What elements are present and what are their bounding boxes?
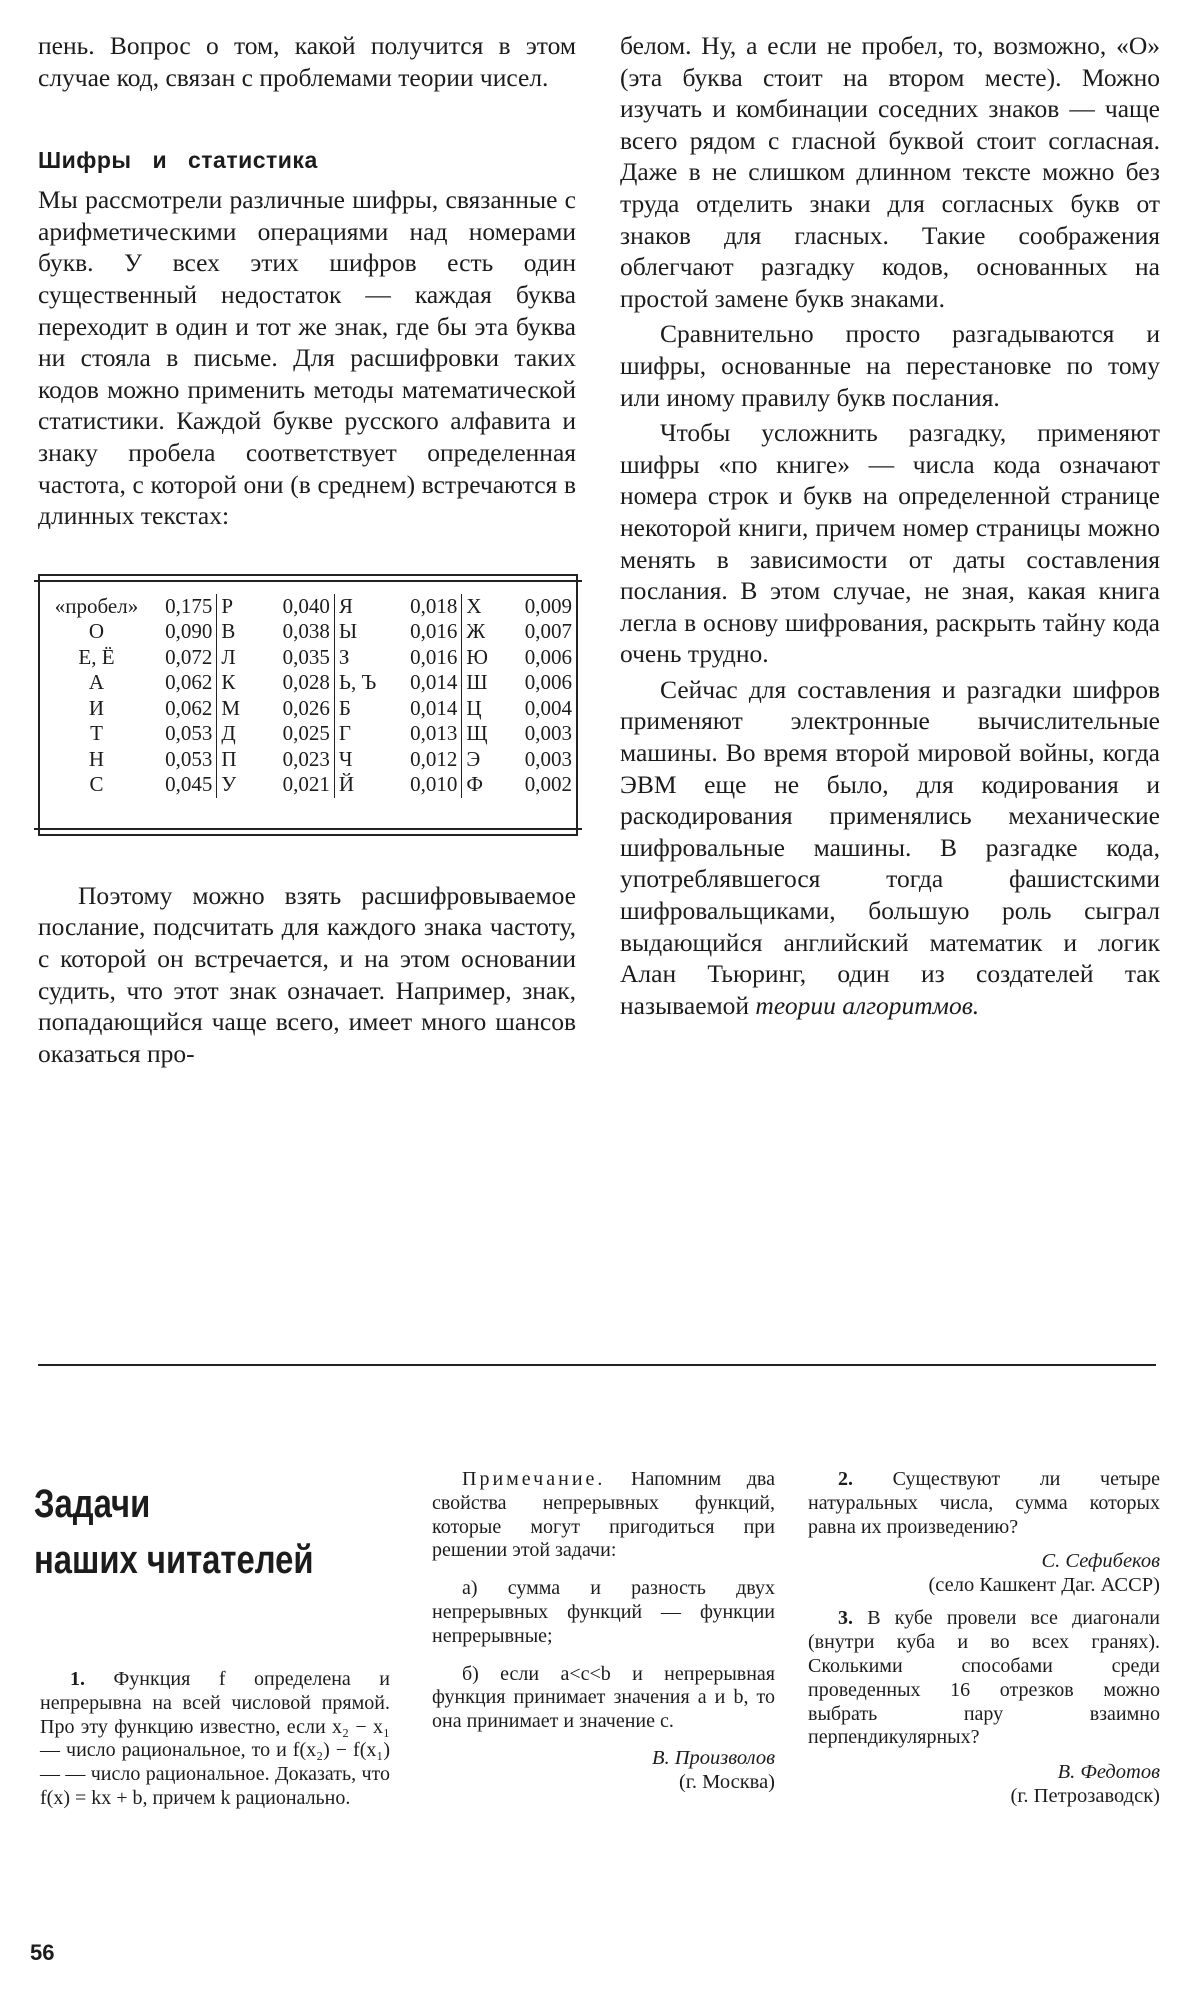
frequency-letter: Ж	[466, 619, 486, 644]
algorithm-theory-term: теории алгоритмов.	[755, 990, 980, 1020]
frequency-letter: Ш	[466, 670, 488, 695]
frequency-row	[44, 670, 212, 696]
frequency-letter: Ь, Ъ	[338, 670, 377, 695]
frequency-letter: К	[221, 670, 236, 695]
frequency-row	[221, 594, 330, 620]
rubric-line-2: наших читателей	[34, 1538, 314, 1582]
frequency-letter: И	[88, 695, 105, 720]
frequency-letter: Й	[338, 772, 355, 797]
frequency-row	[339, 619, 458, 645]
frequency-value: 0,018	[410, 593, 458, 618]
problem-2-number: 2.	[838, 1468, 853, 1490]
frequency-letter: Г	[338, 721, 352, 746]
problem-1-number: 1.	[70, 1668, 85, 1690]
paragraph-ciphers: Мы рассмотрели различные шифры, связанные с арифметическими операциями над номерами букв. У всех этих шифров есть один существенный недостаток — каждая буква переходит в один и тот же знак, где бы эта буква ни стояла в письме. Для расшифровки таких кодов можно применить методы математической статистики. Каждой букве русского алфавита и знаку пробела соответствует определенная частота, с которой они (в среднем) встречаются в длинных текстах:	[38, 185, 576, 531]
frequency-value: 0,062	[165, 670, 213, 695]
problem-3-text	[808, 1607, 1160, 1750]
frequency-value: 0,090	[165, 619, 213, 644]
problem-3-number: 3.	[838, 1607, 853, 1630]
page-number: 56	[30, 1940, 55, 1965]
problem-2-body: Существуют ли четыре натуральных числа, сумма которых равна их произведению?	[808, 1468, 1160, 1538]
frequency-value: 0,028	[282, 670, 330, 695]
frequency-row	[339, 594, 458, 620]
note-author: В. Произволов	[651, 1746, 775, 1769]
frequency-row	[221, 772, 330, 798]
frequency-letter: Х	[466, 593, 482, 618]
frequency-letter: Б	[338, 695, 351, 720]
paragraph-decoding: Поэтому можно взять расшифровываемое послание, подсчитать для каждого знака частоту, с которой он встречается, и на этом основании судить, что этот знак означает. Например, знак, попадающийся чаще всего, имеет много шансов оказаться про-	[38, 880, 576, 1068]
paragraph-permutation: Сравнительно просто разгадываются и шифры, основанные на перестановке по тому или иному правилу букв послания.	[620, 319, 1160, 412]
paragraph-computers-text: Сейчас для составления и разгадки шифров применяют электронные вычислительные машины. Во время второй мировой войны, когда ЭВМ еще не было, для кодирования и раскодирования применялись механические шифровальные машины. В разгадке кода, употреблявшегося тогда фашистскими шифровальщиками, большую роль сыграл выдающийся английский математик и логик Алан Тьюринг, один из создателей так называемой	[620, 674, 1160, 1020]
frequency-value: 0,040	[282, 593, 330, 618]
problem-1	[40, 1668, 390, 1811]
frequency-letter: С	[89, 772, 104, 797]
frequency-column-1	[40, 594, 216, 798]
frequency-value: 0,053	[165, 721, 213, 746]
frequency-value: 0,021	[282, 772, 330, 797]
note-intro	[432, 1468, 775, 1563]
frequency-letter: Л	[221, 644, 236, 669]
frequency-value: 0,006	[524, 670, 572, 695]
frequency-value: 0,013	[410, 721, 458, 746]
frequency-value: 0,010	[410, 772, 458, 797]
frequency-letter: Ц	[466, 695, 482, 720]
frequency-letter: Я	[338, 593, 353, 618]
right-column	[620, 30, 1160, 1021]
frequency-value: 0,023	[282, 746, 330, 771]
frequency-value: 0,016	[410, 644, 458, 669]
frequency-row	[466, 645, 572, 671]
frequency-column-4	[461, 594, 576, 798]
frequency-letter: О	[88, 619, 105, 644]
frequency-column-2	[216, 594, 334, 798]
frequency-value: 0,175	[165, 593, 213, 618]
frequency-letter: А	[88, 670, 105, 695]
frequency-row	[44, 645, 212, 671]
frequency-value: 0,026	[282, 695, 330, 720]
frequency-letter: У	[221, 772, 237, 797]
frequency-row	[44, 619, 212, 645]
problem-3-author: В. Федотов	[1057, 1761, 1160, 1784]
frequency-row	[221, 670, 330, 696]
frequency-value: 0,012	[410, 746, 458, 771]
frequency-letter: Э	[466, 746, 481, 771]
frequency-row	[44, 594, 212, 620]
frequency-row	[339, 645, 458, 671]
section-heading	[38, 147, 576, 174]
frequency-row	[466, 594, 572, 620]
frequency-row	[221, 619, 330, 645]
problem-2-place: (село Кашкент Даг. АССР)	[928, 1574, 1160, 1597]
note-place: (г. Москва)	[678, 1770, 775, 1793]
frequency-row	[339, 696, 458, 722]
frequency-row	[339, 721, 458, 747]
frequency-row	[44, 772, 212, 798]
frequency-table	[38, 574, 578, 836]
problem-1-body: Функция f определена и непрерывна на всей числовой прямой. Про эту функцию известно, если x₂ − x₁ — число рациональное, то и f(x₂) − f(x₁) — — число рациональное. Доказать, что f(x) = kx + b, причем k рационально.	[40, 1668, 390, 1809]
frequency-row	[466, 696, 572, 722]
paragraph-book-cipher: Чтобы усложнить разгадку, применяют шифры «по книге» — числа кода означают номера строк и букв на определенной странице некоторой книги, причем номер страницы можно менять в зависимости от даты составления послания. В этом случае, не зная, какая книга легла в основу шифрования, раскрыть тайну кода очень трудно.	[620, 418, 1160, 669]
frequency-value: 0,002	[524, 772, 572, 797]
frequency-row	[466, 670, 572, 696]
frequency-letter: П	[221, 746, 237, 771]
frequency-letter: Щ	[466, 721, 488, 746]
frequency-row	[339, 747, 458, 773]
frequency-value: 0,006	[524, 644, 572, 669]
frequency-row	[466, 747, 572, 773]
frequency-row	[221, 696, 330, 722]
frequency-value: 0,035	[282, 644, 330, 669]
problem-2-author: С. Сефибеков	[1041, 1550, 1160, 1573]
frequency-row	[339, 670, 458, 696]
problem-2-text	[808, 1468, 1160, 1539]
frequency-letter: М	[221, 695, 241, 720]
frequency-letter: Ч	[338, 746, 353, 771]
frequency-letter: Н	[88, 746, 105, 771]
frequency-value: 0,014	[410, 695, 458, 720]
frequency-row	[221, 645, 330, 671]
frequency-letter: Ф	[466, 772, 484, 797]
frequency-value: 0,045	[165, 772, 213, 797]
frequency-value: 0,016	[410, 619, 458, 644]
note-item-b: б) если a<c<b и непрерывная функция принимает значения a и b, то она принимает и значение c.	[432, 1662, 775, 1733]
frequency-value: 0,009	[524, 593, 572, 618]
frequency-value: 0,003	[524, 746, 572, 771]
frequency-letter: Ы	[338, 619, 358, 644]
rubric-title	[34, 1476, 329, 1588]
frequency-letter: Р	[221, 593, 234, 618]
frequency-row	[44, 721, 212, 747]
paragraph-computers	[620, 674, 1160, 1022]
frequency-row	[221, 721, 330, 747]
left-column	[38, 30, 576, 1069]
note-label: Примечание.	[462, 1468, 606, 1490]
frequency-value: 0,004	[524, 695, 572, 720]
frequency-letter: Д	[221, 721, 236, 746]
paragraph-continuation-right: белом. Ну, а если не пробел, то, возможно, «О» (эта буква стоит на втором месте). Можно изучать и комбинации соседних знаков — чаще всего рядом с гласной буквой стоит согласная. Даже в не слишком длинном тексте можно без труда отделить знаки для согласных букв от знаков для гласных. Такие соображения облегчают разгадку кодов, основанных на простой замене букв знаками.	[620, 31, 1160, 313]
frequency-column-3	[334, 594, 462, 798]
frequency-value: 0,062	[165, 695, 213, 720]
section-heading-text: Шифры и статистика	[38, 147, 318, 174]
note-intro-text: Напомним два свойства непрерывных функций, которые могут пригодиться при решении этой задачи:	[432, 1468, 775, 1562]
frequency-letter: Ю	[466, 644, 489, 669]
frequency-value: 0,007	[524, 619, 572, 644]
problem-1-text	[40, 1668, 390, 1811]
frequency-value: 0,025	[282, 721, 330, 746]
frequency-value: 0,053	[165, 746, 213, 771]
problem-3-place: (г. Петрозаводск)	[1010, 1785, 1160, 1808]
frequency-letter: «пробел»	[54, 593, 139, 618]
note-item-a: а) сумма и разность двух непрерывных функций — функции непрерывные;	[432, 1577, 775, 1647]
frequency-row	[44, 747, 212, 773]
section-divider	[38, 1364, 1156, 1366]
problem-3-body: В кубе провели все диагонали (внутри куба и во всех гранях). Сколькими способами среди проведенных 16 отрезков можно выбрать пару взаимно перпендикулярных?	[808, 1607, 1161, 1749]
frequency-row	[221, 747, 330, 773]
frequency-value: 0,014	[410, 670, 458, 695]
frequency-row	[44, 696, 212, 722]
frequency-letter: В	[221, 619, 236, 644]
frequency-letter: Е, Ё	[78, 644, 115, 669]
frequency-value: 0,072	[165, 644, 213, 669]
frequency-row	[466, 619, 572, 645]
frequency-row	[339, 772, 458, 798]
note-block	[432, 1468, 775, 1794]
rubric-line-1: Задачи	[34, 1482, 151, 1526]
frequency-row	[466, 721, 572, 747]
paragraph-continuation: пень. Вопрос о том, какой получится в этом случае код, связан с проблемами теории чисел.	[38, 31, 576, 92]
frequency-value: 0,038	[282, 619, 330, 644]
frequency-table-columns	[40, 594, 576, 798]
frequency-letter: З	[338, 644, 350, 669]
frequency-value: 0,003	[524, 721, 572, 746]
problems-2-3	[808, 1468, 1160, 1808]
frequency-row	[466, 772, 572, 798]
frequency-letter: Т	[90, 721, 103, 746]
